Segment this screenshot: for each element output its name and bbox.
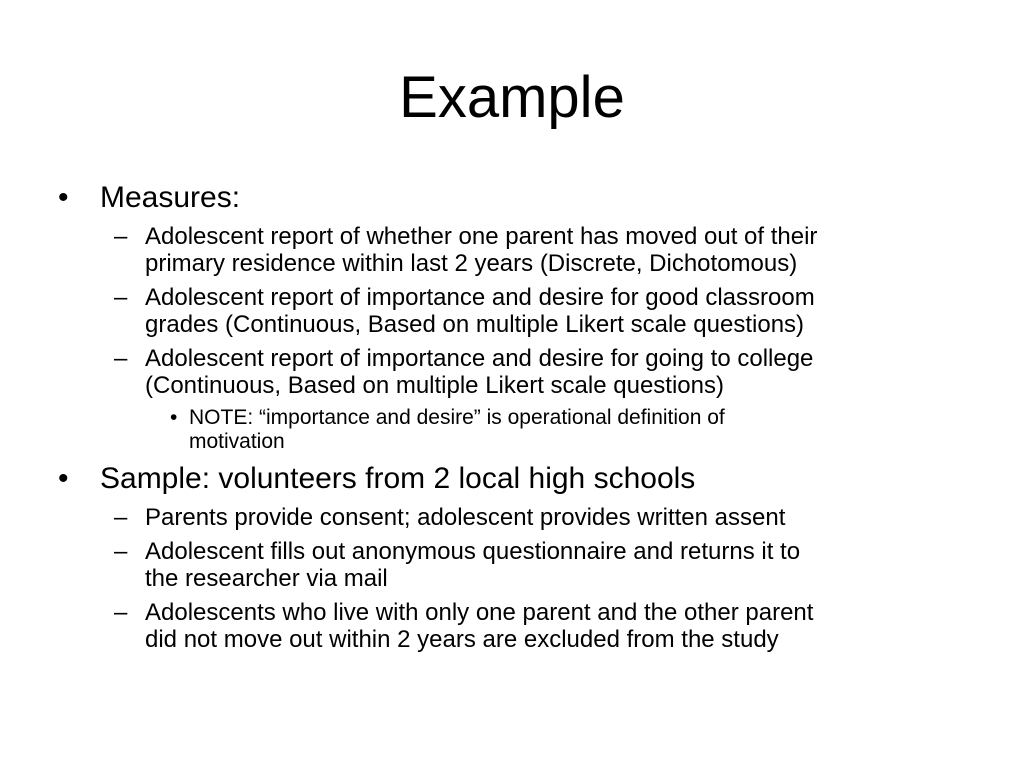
text-line: Adolescent report of importance and desire for going to college <box>145 345 814 372</box>
text-line: Adolescents who live with only one parent and the other parent <box>145 599 814 626</box>
bullet-marker: • <box>58 181 69 214</box>
text-line: NOTE: “importance and desire” is operational definition of <box>189 406 725 429</box>
list-item-text <box>145 284 815 338</box>
slide-title: Example <box>399 65 625 130</box>
list-item-text <box>189 406 725 454</box>
list-item-text <box>145 538 800 592</box>
list-item-text <box>145 504 785 531</box>
text-line: Adolescent report of importance and desire for good classroom <box>145 284 815 311</box>
text-line: grades (Continuous, Based on multiple Likert scale questions) <box>145 311 805 338</box>
text-line: motivation <box>189 430 285 453</box>
dash-marker: – <box>114 284 128 311</box>
list-item-text <box>145 599 813 653</box>
text-line: Adolescent report of whether one parent has moved out of their <box>145 223 818 250</box>
text-line: the researcher via mail <box>145 565 388 592</box>
text-line: primary residence within last 2 years (Discrete, Dichotomous) <box>145 250 798 277</box>
dash-marker: – <box>114 345 128 372</box>
text-line: Adolescent fills out anonymous questionnaire and returns it to <box>145 538 801 565</box>
list-item-text <box>145 223 817 277</box>
section-heading-text: Measures: <box>100 181 241 214</box>
bullet-marker: • <box>170 406 178 429</box>
text-line: did not move out within 2 years are excluded from the study <box>145 626 779 653</box>
bullet-marker: • <box>58 462 69 495</box>
list-item-text <box>145 345 813 399</box>
dash-marker: – <box>114 538 128 565</box>
section-heading-text: Sample: volunteers from 2 local high schools <box>100 462 696 495</box>
dash-marker: – <box>114 599 128 626</box>
text-line: Parents provide consent; adolescent provides written assent <box>145 504 786 531</box>
dash-marker: – <box>114 223 128 250</box>
dash-marker: – <box>114 504 128 531</box>
text-line: (Continuous, Based on multiple Likert scale questions) <box>145 372 724 399</box>
